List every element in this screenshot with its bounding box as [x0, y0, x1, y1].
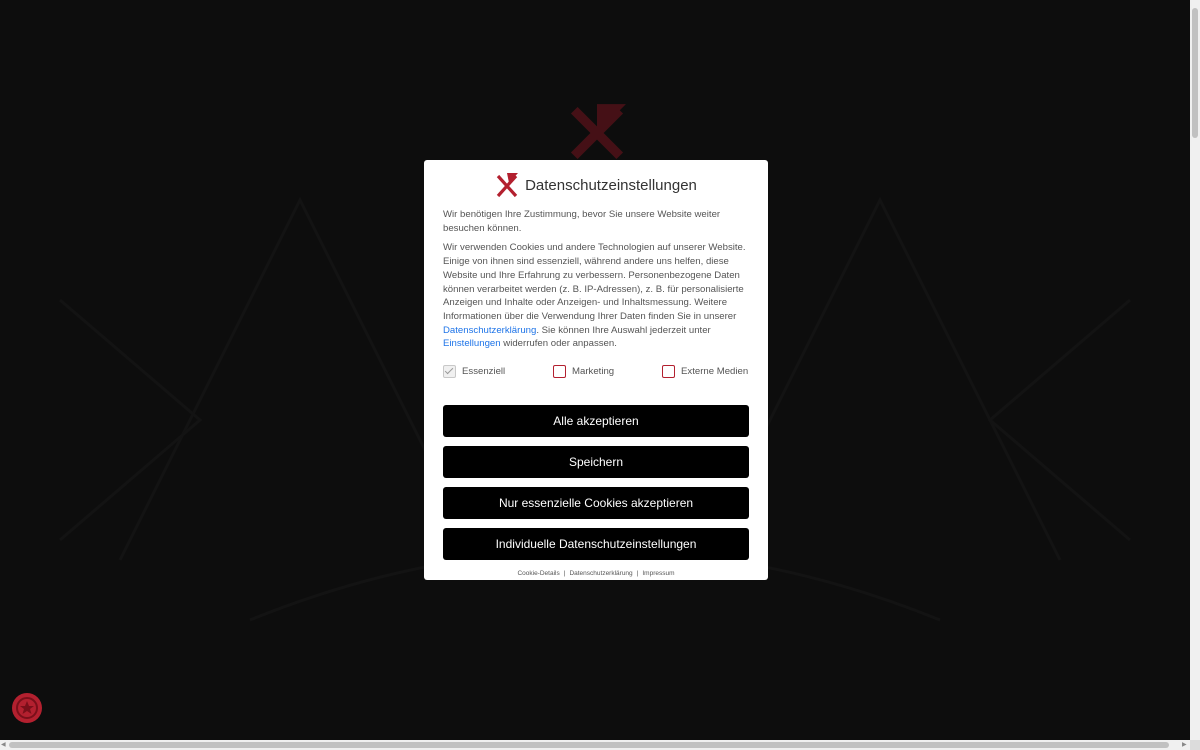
privacy-settings-dialog — [424, 160, 768, 580]
cookie-details-link[interactable]: Cookie-Details — [517, 570, 560, 578]
accept-all-button[interactable]: Alle akzeptieren — [443, 405, 749, 437]
dialog-header — [443, 172, 749, 198]
external-media-checkbox[interactable] — [662, 365, 675, 378]
consent-description — [443, 241, 749, 351]
description-part-1: Wir verwenden Cookies und andere Technologien auf unserer Website. Einige von ihnen sind essenziell, während andere uns helfen, diese Website und Ihre Erfahrung zu verbessern. Personenbezogene Daten können verarbeitet werden (z. B. IP-Adressen), z. B. für personalisierte Anzeigen und Inhalte oder Anzeigen- und Inhaltsmessung. Weitere Informationen über die Verwendung Ihrer Daten finden Sie in unserer — [443, 242, 746, 322]
consent-intro-text: Wir benötigen Ihre Zustimmung, bevor Sie unsere Website weiter besuchen können. — [443, 209, 721, 234]
dialog-footer-links — [443, 570, 749, 577]
cookie-settings-icon — [16, 697, 38, 719]
checkbox-label-marketing: Marketing — [572, 365, 615, 377]
vertical-scrollbar[interactable] — [1190, 0, 1200, 740]
footer-separator: | — [563, 570, 566, 578]
checkbox-essential — [443, 365, 553, 378]
checkbox-label-essential: Essenziell — [462, 365, 506, 377]
marketing-checkbox[interactable] — [553, 365, 566, 378]
horizontal-scrollbar[interactable] — [0, 740, 1190, 750]
individual-privacy-settings-button[interactable]: Individuelle Datenschutzeinstellungen — [443, 528, 749, 560]
description-part-3: widerrufen oder anpassen. — [500, 338, 617, 350]
save-button[interactable]: Speichern — [443, 446, 749, 478]
horizontal-scrollbar-thumb[interactable] — [9, 742, 1169, 748]
checkbox-marketing[interactable] — [553, 365, 662, 378]
dialog-title: Datenschutzeinstellungen — [525, 176, 697, 194]
privacy-policy-link[interactable]: Datenschutzerklärung — [443, 324, 537, 336]
scroll-left-arrow-icon[interactable]: ◀ — [1, 742, 6, 748]
scrollbar-corner — [1190, 740, 1200, 750]
accept-essential-only-button[interactable]: Nur essenzielle Cookies akzeptieren — [443, 487, 749, 519]
imprint-link[interactable]: Impressum — [642, 570, 675, 578]
privacy-policy-footer-link[interactable]: Datenschutzerklärung — [569, 570, 633, 578]
description-part-2: . Sie können Ihre Auswahl jederzeit unter — [536, 324, 711, 336]
settings-link[interactable]: Einstellungen — [443, 338, 501, 350]
footer-separator: | — [636, 570, 639, 578]
checkbox-external-media[interactable] — [662, 365, 748, 378]
vertical-scrollbar-thumb[interactable] — [1192, 8, 1198, 138]
checkbox-label-external-media: Externe Medien — [681, 365, 749, 377]
scroll-right-arrow-icon[interactable]: ▶ — [1182, 742, 1187, 748]
brand-x-logo-icon — [495, 172, 519, 198]
cookie-settings-button[interactable] — [12, 693, 42, 723]
consent-category-checkboxes — [443, 363, 749, 379]
essential-checkbox — [443, 365, 456, 378]
